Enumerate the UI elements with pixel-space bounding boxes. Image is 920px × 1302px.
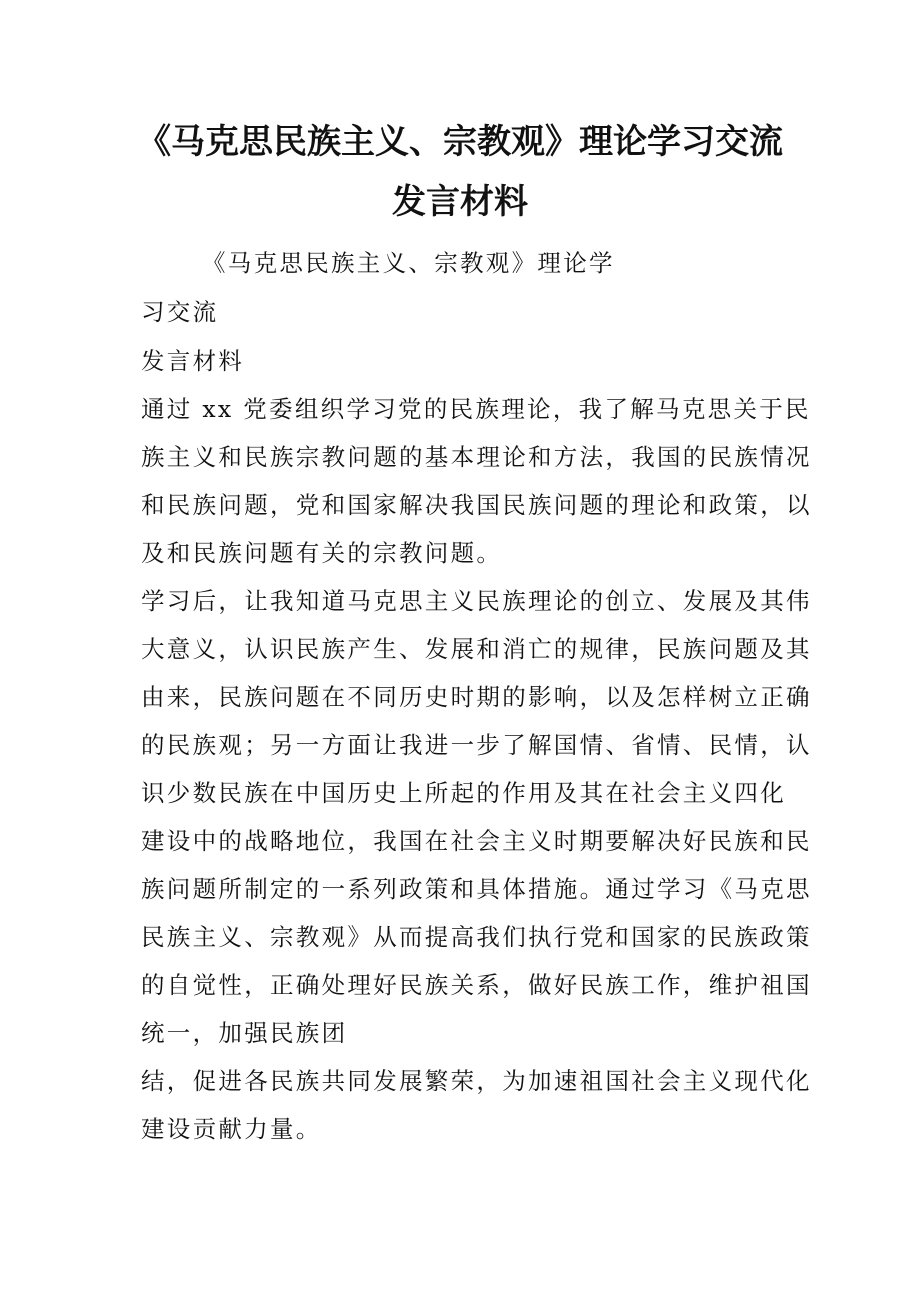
body-line: 《马克思民族主义、宗教观》理论学 bbox=[202, 249, 615, 277]
title-line-1: 《马克思民族主义、宗教观》理论学习交流 bbox=[137, 122, 783, 162]
document-title bbox=[120, 112, 800, 232]
title-line-2: 发言材料 bbox=[392, 182, 528, 222]
body-line: 族问题所制定的一系列政策和具体措施。通过学习《马克思 bbox=[141, 875, 812, 903]
body-line: 识少数民族在中国历史上所起的作用及其在社会主义四化 bbox=[141, 779, 786, 807]
body-line: 学习后，让我知道马克思主义民族理论的创立、发展及其伟 bbox=[141, 587, 812, 615]
body-line: 大意义，认识民族产生、发展和消亡的规律，民族问题及其 bbox=[141, 635, 812, 663]
body-line: 发言材料 bbox=[141, 347, 245, 375]
body-line: 的自觉性，正确处理好民族关系，做好民族工作，维护祖国 bbox=[141, 971, 812, 999]
body-line: 建设贡献力量。 bbox=[141, 1115, 322, 1143]
body-line: 由来，民族问题在不同历史时期的影响，以及怎样树立正确 bbox=[141, 683, 812, 711]
body-line: 的民族观；另一方面让我进一步了解国情、省情、民情，认 bbox=[141, 731, 812, 759]
body-line: 统一，加强民族团 bbox=[141, 1019, 348, 1047]
body-line: 建设中的战略地位，我国在社会主义时期要解决好民族和民 bbox=[141, 827, 812, 855]
body-line: 及和民族问题有关的宗教问题。 bbox=[141, 539, 503, 567]
body-line: 习交流 bbox=[141, 298, 219, 326]
body-line: 族主义和民族宗教问题的基本理论和方法，我国的民族情况 bbox=[141, 443, 812, 471]
body-line: 通过 xx 党委组织学习党的民族理论，我了解马克思关于民 bbox=[141, 395, 811, 423]
body-line: 和民族问题，党和国家解决我国民族问题的理论和政策，以 bbox=[141, 491, 812, 519]
body-line: 结，促进各民族共同发展繁荣，为加速祖国社会主义现代化 bbox=[141, 1067, 812, 1095]
body-line: 民族主义、宗教观》从而提高我们执行党和国家的民族政策 bbox=[141, 923, 812, 951]
